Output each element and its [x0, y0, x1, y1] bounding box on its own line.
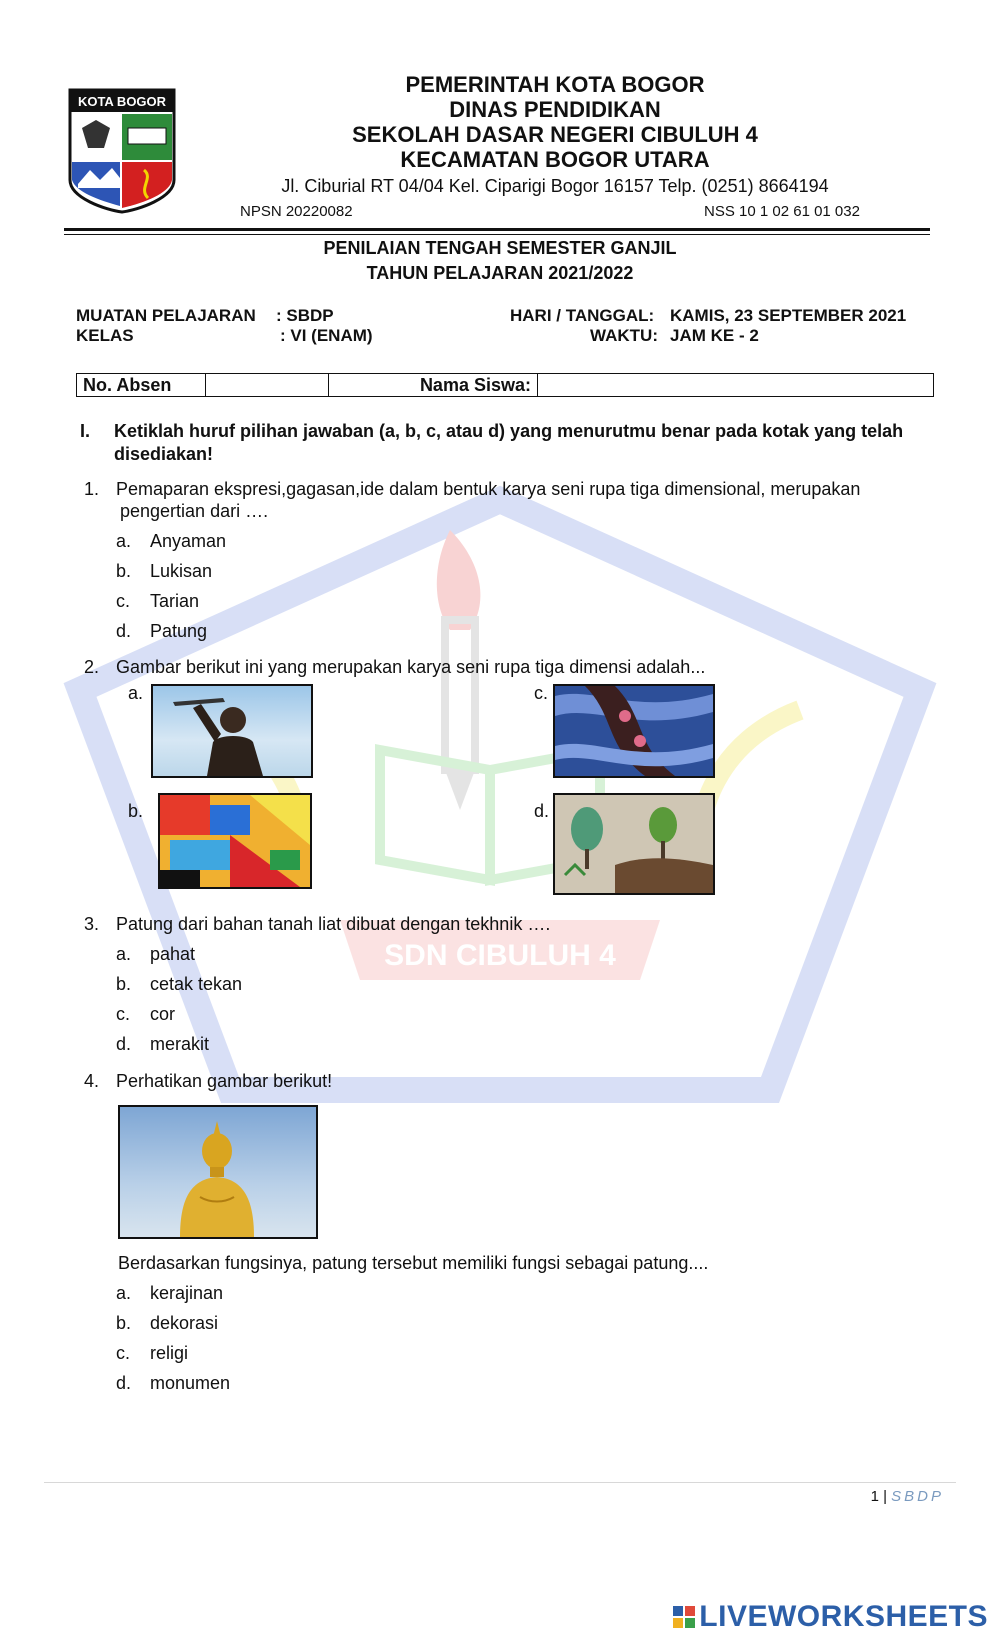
- option-letter: c.: [116, 1343, 131, 1363]
- question-number: 3.: [84, 914, 100, 934]
- subject-label: MUATAN PELAJARAN: [76, 306, 256, 325]
- option-letter: a.: [116, 1283, 132, 1303]
- question-4-followup: Berdasarkan fungsinya, patung tersebut memiliki fungsi sebagai patung....: [118, 1253, 709, 1273]
- option-text: Lukisan: [150, 561, 213, 581]
- page-number: [871, 1488, 944, 1505]
- header-rule-thick: [64, 228, 930, 231]
- page-number-value: 1 |: [870, 1488, 887, 1505]
- question-text: Patung dari bahan tanah liat dibuat dengan tekhnik ….: [116, 914, 551, 934]
- option-text: cetak tekan: [150, 974, 243, 994]
- header-address: Jl. Ciburial RT 04/04 Kel. Ciparigi Bogor 16157 Telp. (0251) 8664194: [281, 176, 829, 196]
- liveworksheets-text: LIVEWORKSHEETS: [699, 1600, 988, 1633]
- q2-image-abstract[interactable]: [158, 793, 312, 889]
- absen-input[interactable]: [206, 374, 329, 397]
- q2-label-d: d.: [534, 801, 550, 821]
- section-text: Ketiklah huruf pilihan jawaban (a, b, c, atau d) yang menurutmu benar pada kotak yang telah disediakan!: [114, 421, 904, 464]
- option-letter: d.: [116, 1373, 132, 1393]
- q2-label-c: c.: [534, 683, 549, 703]
- option-letter: c.: [116, 1004, 131, 1024]
- class-label: KELAS: [76, 326, 134, 345]
- date-value: KAMIS, 23 SEPTEMBER 2021: [670, 306, 907, 325]
- nama-input[interactable]: [538, 374, 934, 397]
- option-letter: b.: [116, 561, 132, 581]
- logo-text: KOTA BOGOR: [77, 94, 167, 109]
- class-value: : VI (ENAM): [280, 326, 373, 345]
- question-number: 2.: [84, 657, 100, 677]
- option-text: religi: [150, 1343, 189, 1363]
- option-letter: a.: [116, 531, 132, 551]
- question-number: 1.: [84, 479, 100, 499]
- question-text-cont: pengertian dari ….: [120, 501, 269, 521]
- exam-year: TAHUN PELAJARAN 2021/2022: [366, 263, 634, 283]
- date-label: HARI / TANGGAL:: [510, 306, 655, 325]
- npsn: NPSN 20220082: [240, 203, 353, 220]
- option-text: kerajinan: [150, 1283, 224, 1303]
- header-rule-thin: [64, 234, 930, 235]
- option-letter: b.: [116, 974, 132, 994]
- section-number: I.: [80, 421, 91, 441]
- liveworksheets-logo[interactable]: [673, 1600, 988, 1634]
- q2-label-b: b.: [128, 801, 144, 821]
- q2-image-statue[interactable]: [151, 684, 313, 778]
- option-text: merakit: [150, 1034, 210, 1054]
- absen-label: No. Absen: [77, 374, 206, 397]
- option-letter: a.: [116, 944, 132, 964]
- question-number: 4.: [84, 1071, 100, 1091]
- header-line-3: SEKOLAH DASAR NEGERI CIBULUH 4: [352, 122, 758, 147]
- question-text: Gambar berikut ini yang merupakan karya seni rupa tiga dimensi adalah...: [116, 657, 706, 677]
- page-subject: SBDP: [891, 1488, 944, 1505]
- liveworksheets-icon: [673, 1602, 695, 1624]
- nss: NSS 10 1 02 61 01 032: [704, 203, 860, 220]
- option-text: dekorasi: [150, 1313, 219, 1333]
- q2-image-batik[interactable]: [553, 684, 715, 778]
- option-text: monumen: [150, 1373, 231, 1393]
- q2-label-a: a.: [128, 683, 144, 703]
- option-text: cor: [150, 1004, 176, 1024]
- header-line-2: DINAS PENDIDIKAN: [449, 97, 661, 122]
- option-text: pahat: [150, 944, 196, 964]
- option-text: Anyaman: [150, 531, 227, 551]
- exam-title: PENILAIAN TENGAH SEMESTER GANJIL: [323, 238, 677, 258]
- option-letter: b.: [116, 1313, 132, 1333]
- question-text: Pemaparan ekspresi,gagasan,ide dalam bentuk karya seni rupa tiga dimensional, merupakan: [116, 479, 861, 499]
- subject-value: : SBDP: [276, 306, 334, 325]
- time-value: JAM KE - 2: [670, 326, 759, 345]
- option-letter: c.: [116, 591, 131, 611]
- time-label: WAKTU:: [590, 326, 658, 345]
- student-id-table: [76, 373, 934, 397]
- q4-image-buddha[interactable]: [118, 1105, 318, 1239]
- option-text: Patung: [150, 621, 208, 641]
- watermark-text: SDN CIBULUH 4: [384, 939, 616, 972]
- option-letter: d.: [116, 1034, 132, 1054]
- q2-image-trees[interactable]: [553, 793, 715, 895]
- footer-divider: [44, 1482, 956, 1483]
- option-text: Tarian: [150, 591, 200, 611]
- question-text: Perhatikan gambar berikut!: [116, 1071, 333, 1091]
- option-letter: d.: [116, 621, 132, 641]
- header-line-1: PEMERINTAH KOTA BOGOR: [405, 72, 705, 97]
- header-line-4: KECAMATAN BOGOR UTARA: [400, 147, 710, 172]
- city-logo: [68, 88, 176, 214]
- nama-label: Nama Siswa:: [329, 374, 538, 397]
